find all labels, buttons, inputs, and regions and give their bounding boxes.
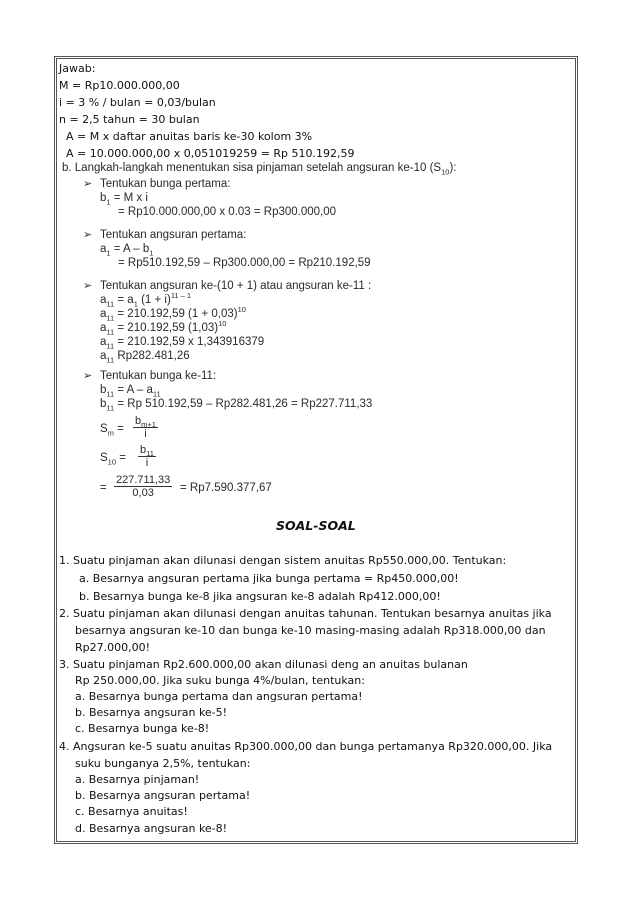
sm-fraction [133, 415, 158, 440]
soal-line: 1. Suatu pinjaman akan dilunasi dengan sistem anuitas Rp550.000,00. Tentukan: [59, 554, 507, 567]
soal-line: b. Besarnya angsuran ke-5! [75, 706, 228, 719]
soal-line: besarnya angsuran ke-10 dan bunga ke-10 masing-masing adalah Rp318.000,00 dan [75, 624, 546, 637]
soal-line: a. Besarnya angsuran pertama jika bunga pertama = Rp450.000,00! [79, 572, 459, 585]
s10-numerator: $b_{11}$ [140, 444, 154, 459]
final-numerator: 227.711,33 [116, 474, 171, 486]
soal-line: a. Besarnya pinjaman! [75, 773, 200, 786]
bullet-icon: ➢ [83, 369, 93, 382]
angsuran-11-line-1: $a_{11} = a_1$ $(1 + i)^{11 - 1}$ [100, 291, 192, 309]
bunga-pertama-result: = Rp10.000.000,00 x 0.03 = Rp300.000,00 [118, 206, 337, 218]
bunga-11-title: Tentukan bunga ke-11: [100, 370, 217, 382]
final-denominator: 0,03 [132, 487, 154, 499]
soal-line: b. Besarnya bunga ke-8 jika angsuran ke-8 adalah Rp412.000,00! [79, 590, 441, 603]
soal-line: c. Besarnya anuitas! [75, 805, 188, 818]
soal-line: Rp 250.000,00. Jika suku bunga 4%/bulan, tentukan: [75, 674, 365, 687]
soal-line: 3. Suatu pinjaman Rp2.600.000,00 akan dilunasi deng an anuitas bulanan [59, 658, 468, 671]
angsuran-11-line-2: $a_{11} = 210.192,59$ $(1 + 0,03)^{10}$ [100, 305, 246, 323]
s10-denominator: i [145, 457, 149, 469]
bullet-icon: ➢ [83, 177, 93, 190]
soal-line: b. Besarnya angsuran pertama! [75, 789, 251, 802]
s10-fraction [138, 444, 156, 469]
soal-line: c. Besarnya bunga ke-8! [75, 722, 210, 735]
sm-denominator: i [144, 428, 147, 440]
angsuran-11-title: Tentukan angsuran ke-(10 + 1) atau angsuran ke-11 : [100, 280, 372, 292]
steps-heading: b. Langkah-langkah menentukan sisa pinjaman setelah angsuran ke-10 $(S_{10})$: [62, 162, 457, 177]
final-result: = Rp7.590.377,67 [180, 482, 272, 494]
bunga-11-line-2: $b_{11} = Rp$ 510.192,59 – Rp282.481,26 = Rp227.711,33 [100, 398, 373, 413]
answer-line-m: M = Rp10.000.000,00 [59, 79, 180, 92]
angsuran-11-line-5: $a_{11}$ Rp282.481,26 [100, 350, 190, 365]
bullet-icon: ➢ [83, 279, 93, 292]
answer-line-n: n = 2,5 tahun = 30 bulan [59, 113, 200, 126]
bunga-11-line-1: $b_{11} = A - a_{11}$ [100, 384, 161, 399]
angsuran-pertama-result: = Rp510.192,59 – Rp300.000,00 = Rp210.192,59 [118, 257, 371, 269]
soal-line: 2. Suatu pinjaman akan dilunasi dengan anuitas tahunan. Tentukan besarnya anuitas jika [59, 607, 552, 620]
answer-label: Jawab: [59, 62, 96, 75]
sm-label: $S_m$ = [100, 423, 124, 438]
soal-line: 4. Angsuran ke-5 suatu anuitas Rp300.000,00 dan bunga pertamanya Rp320.000,00. Jika [59, 740, 553, 753]
soal-line: a. Besarnya bunga pertama dan angsuran pertama! [75, 690, 363, 703]
soal-line: d. Besarnya angsuran ke-8! [75, 822, 228, 835]
soal-line: Rp27.000,00! [75, 641, 151, 654]
angsuran-pertama-title: Tentukan angsuran pertama: [100, 229, 247, 241]
s10-label: $S_{10}$ = [100, 452, 126, 467]
answer-line-i: i = 3 % / bulan = 0,03/bulan [59, 96, 216, 109]
bunga-pertama-formula: $b_1 = M$ x i [100, 192, 148, 207]
bunga-pertama-title: Tentukan bunga pertama: [100, 178, 231, 190]
sm-numerator: $b_{m+1}$ [135, 415, 156, 430]
soal-line: suku bunganya 2,5%, tentukan: [75, 757, 251, 770]
answer-line-a2: A = 10.000.000,00 x 0,051019259 = Rp 510.192,59 [66, 147, 355, 160]
angsuran-11-line-3: $a_{11} = 210.192,59$ $(1,03)^{10}$ [100, 319, 227, 337]
soal-title: SOAL-SOAL [276, 518, 356, 533]
final-fraction [114, 474, 172, 499]
answer-line-a1: A = M x daftar anuitas baris ke-30 kolom 3% [66, 130, 313, 143]
angsuran-11-line-4: $a_{11} = 210.192,59$ x 1,343916379 [100, 336, 265, 351]
angsuran-pertama-formula: $a_1 = A - b_1$ [100, 243, 154, 258]
final-equals: = [100, 482, 107, 494]
bullet-icon: ➢ [83, 228, 93, 241]
